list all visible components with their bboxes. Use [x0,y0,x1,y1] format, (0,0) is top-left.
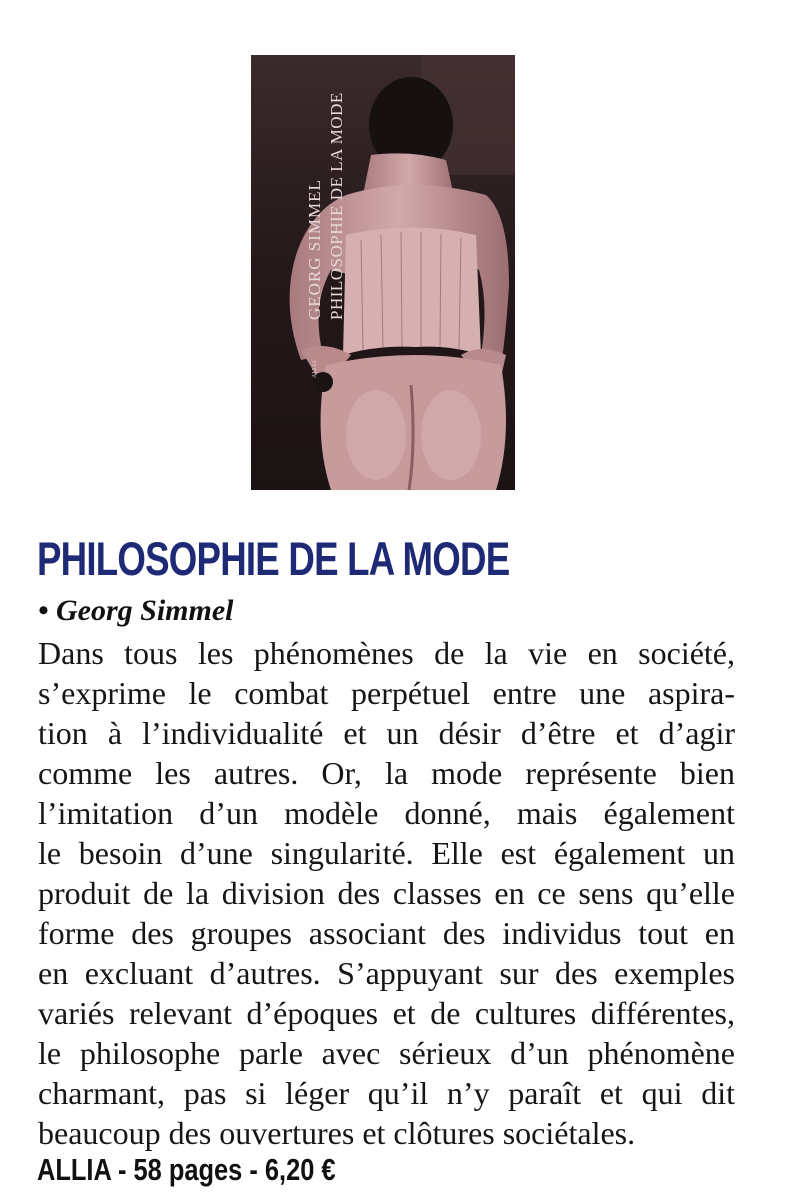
publisher-pages-price: ALLIA - 58 pages - 6,20 € [37,1152,336,1187]
body-line: comme les autres. Or, la mode représente bien [38,755,735,791]
body-line: l’imitation d’un modèle donné, mais également [38,795,735,831]
body-line: s’exprime le combat perpétuel entre une aspira- [38,675,735,711]
review-title: PHILOSOPHIE DE LA MODE [37,532,510,585]
cover-publisher-mark: ALLIA [312,360,318,378]
review-author: • Georg Simmel [38,594,234,627]
body-line: Dans tous les phénomènes de la vie en société, [38,635,735,671]
review-body [38,633,735,1153]
body-line: produit de la division des classes en ce sens qu’elle [38,875,735,911]
body-line: beaucoup des ouvertures et clôtures sociétales. [38,1115,636,1151]
body-line: variés relevant d’époques et de cultures différentes, [38,995,735,1031]
body-line: tion à l’individualité et un désir d’être et d’agir [38,715,735,751]
cover-photo-corset-figure [251,55,515,490]
body-line: forme des groupes associant des individus tout en [38,915,735,951]
body-line: le philosophe parle avec sérieux d’un phénomène [38,1035,735,1071]
cover-author: GEORG SIMMEL [305,179,324,320]
cover-title: PHILOSOPHIE DE LA MODE [327,92,346,320]
body-line: le besoin d’une singularité. Elle est également un [38,835,735,871]
book-cover-image [251,55,515,490]
body-line: en excluant d’autres. S’appuyant sur des exemples [38,955,735,991]
body-line: charmant, pas si léger qu’il n’y paraît et qui dit [38,1075,735,1111]
